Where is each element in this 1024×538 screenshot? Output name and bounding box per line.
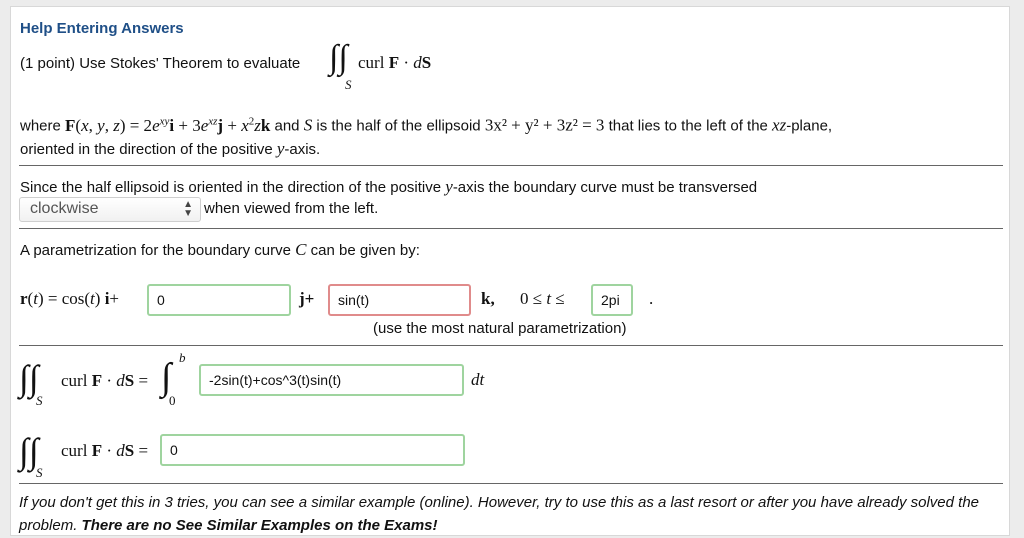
r-label: r(t) = cos(t) i+	[20, 289, 120, 308]
problem-prefix: (1 point) Use Stokes' Theorem to evaluate	[20, 55, 301, 72]
orientation-question: Since the half ellipsoid is oriented in the direction of the positive y-axis the boundary curve must be transversed	[20, 177, 758, 196]
divider	[19, 483, 1003, 484]
param-hint: (use the most natural parametrization)	[373, 320, 627, 337]
help-entering-answers-link[interactable]: Help Entering Answers	[20, 20, 184, 37]
curl-expression: curl F · dS	[358, 53, 432, 72]
divider	[19, 228, 1003, 229]
upper-limit: b	[179, 350, 186, 365]
t-upper-input[interactable]: 2pi	[591, 284, 633, 316]
integral2-lhs: curl F · dS =	[61, 441, 149, 460]
k-label: k,	[481, 289, 495, 308]
final-answer-input[interactable]: 0	[160, 434, 465, 466]
t-range: 0 ≤ t ≤	[520, 289, 565, 308]
dt-label: dt	[471, 370, 485, 389]
integral-icon: ∫	[161, 356, 172, 398]
problem-panel	[10, 6, 1010, 536]
divider	[19, 345, 1003, 346]
after-select-text: when viewed from the left.	[204, 200, 379, 217]
orientation-select[interactable]	[19, 197, 201, 222]
double-integral-icon: ∫∫	[19, 431, 39, 471]
j-label: j+	[299, 289, 315, 308]
orientation-select-value: clockwise	[30, 200, 99, 217]
param-prompt: A parametrization for the boundary curve C can be given by:	[20, 240, 420, 259]
integrand-input[interactable]: -2sin(t)+cos^3(t)sin(t)	[199, 364, 464, 396]
field-definition-line: where F(x, y, $z) = 2e^{xy}i + 3e^{xz}j + x^2zk$ and S is the half of the ellipsoid 3x² + y² + 3z² = 3 that lies to the left of the xz-plane,	[20, 115, 833, 135]
integral1-lhs: curl F · dS =	[61, 371, 149, 390]
integral-lower-S: S	[345, 77, 352, 92]
footer-note: If you don't get this in 3 tries, you can see a similar example (online). However, try to use this as a last resort or after you have already solved the problem. There are no See Similar Examples on the Exams!	[19, 494, 979, 534]
integral-lower-S: S	[36, 465, 43, 480]
double-integral-icon: ∫∫	[19, 358, 39, 398]
divider	[19, 165, 1003, 166]
lower-limit: 0	[169, 393, 176, 408]
j-component-input[interactable]: 0	[147, 284, 291, 316]
orientation-line: oriented in the direction of the positive y-axis.	[20, 139, 321, 158]
integral-lower-S: S	[36, 393, 43, 408]
double-integral-icon: ∫∫	[329, 39, 348, 76]
select-arrows-icon: ▲ ▼	[183, 199, 193, 219]
period: .	[649, 289, 654, 308]
k-component-input[interactable]: sin(t)	[328, 284, 471, 316]
